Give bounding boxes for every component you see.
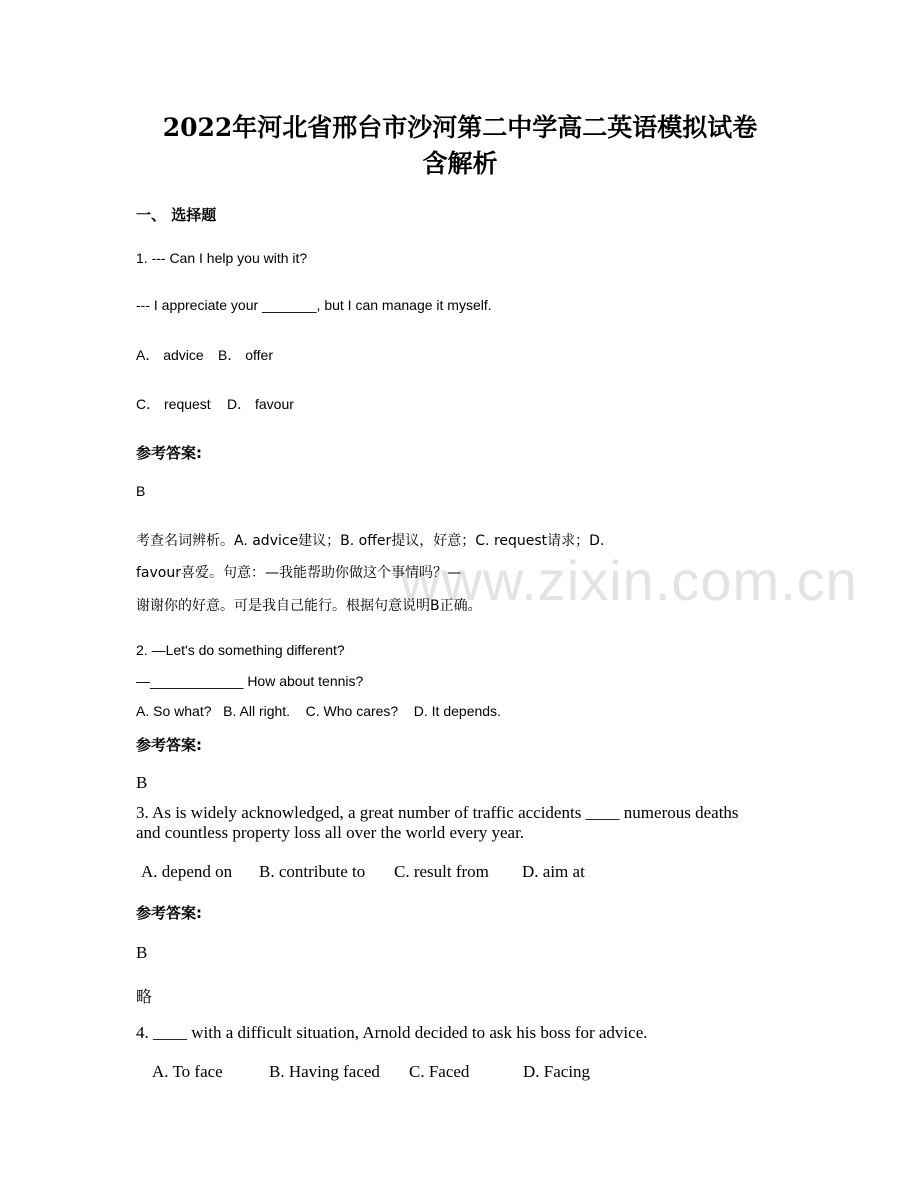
q4-options bbox=[152, 1062, 590, 1082]
q1-answer-label: 参考答案: bbox=[136, 444, 202, 462]
document-title-line1: 2022年河北省邢台市沙河第二中学高二英语模拟试卷 bbox=[162, 113, 758, 142]
q1-answer: B bbox=[136, 483, 146, 499]
q1-option-b: B． offer bbox=[218, 347, 273, 363]
q4-line1: 4. ____ with a difficult situation, Arnold decided to ask his boss for advice. bbox=[136, 1023, 648, 1042]
q3-answer: B bbox=[136, 943, 148, 962]
q2-answer-label: 参考答案: bbox=[136, 736, 202, 754]
q2-line2: —____________ How about tennis? bbox=[136, 673, 364, 689]
q3-line2: and countless property loss all over the world every year. bbox=[136, 823, 525, 842]
q2-options: A. So what? B. All right. C. Who cares? D. It depends. bbox=[136, 703, 501, 719]
q1-explanation-line1: 考查名词辨析。A. advice建议；B. offer提议，好意；C. request请求；D. bbox=[136, 533, 605, 549]
q1-explanation-line3: 谢谢你的好意。可是我自己能行。根据句意说明B正确。 bbox=[136, 598, 482, 614]
q1-option-c: C． request bbox=[136, 396, 211, 412]
q3-options bbox=[141, 862, 585, 882]
q2-answer: B bbox=[136, 773, 148, 792]
q4-option-b: B. Having faced bbox=[269, 1062, 380, 1081]
watermark: www.zixin.com.cn bbox=[400, 549, 858, 612]
q1-explanation-line2: favour喜爱。句意：—我能帮助你做这个事情吗？— bbox=[136, 565, 461, 581]
q3-option-b: B. contribute to bbox=[259, 862, 366, 881]
document-title-line2: 含解析 bbox=[422, 149, 498, 178]
q3-option-a: A. depend on bbox=[141, 862, 233, 881]
q4-option-c: C. Faced bbox=[409, 1062, 470, 1081]
q1-line1: 1. --- Can I help you with it? bbox=[136, 250, 308, 266]
q3-line1: 3. As is widely acknowledged, a great number of traffic accidents ____ numerous deaths bbox=[136, 803, 739, 822]
q3-option-c: C. result from bbox=[394, 862, 489, 881]
q1-line2: --- I appreciate your _______, but I can manage it myself. bbox=[136, 297, 492, 313]
section-heading: 一、 选择题 bbox=[136, 206, 217, 224]
q1-options-row1 bbox=[136, 345, 273, 365]
q3-option-d: D. aim at bbox=[522, 862, 585, 881]
q3-note: 略 bbox=[136, 987, 153, 1006]
q1-option-a: A． advice bbox=[136, 347, 204, 363]
q4-option-a: A. To face bbox=[152, 1062, 223, 1081]
q4-option-d: D. Facing bbox=[523, 1062, 591, 1081]
q1-options-row2 bbox=[136, 394, 294, 414]
q1-option-d: D． favour bbox=[227, 396, 294, 412]
q2-line1: 2. —Let's do something different? bbox=[136, 642, 345, 658]
q3-answer-label: 参考答案: bbox=[136, 904, 202, 922]
